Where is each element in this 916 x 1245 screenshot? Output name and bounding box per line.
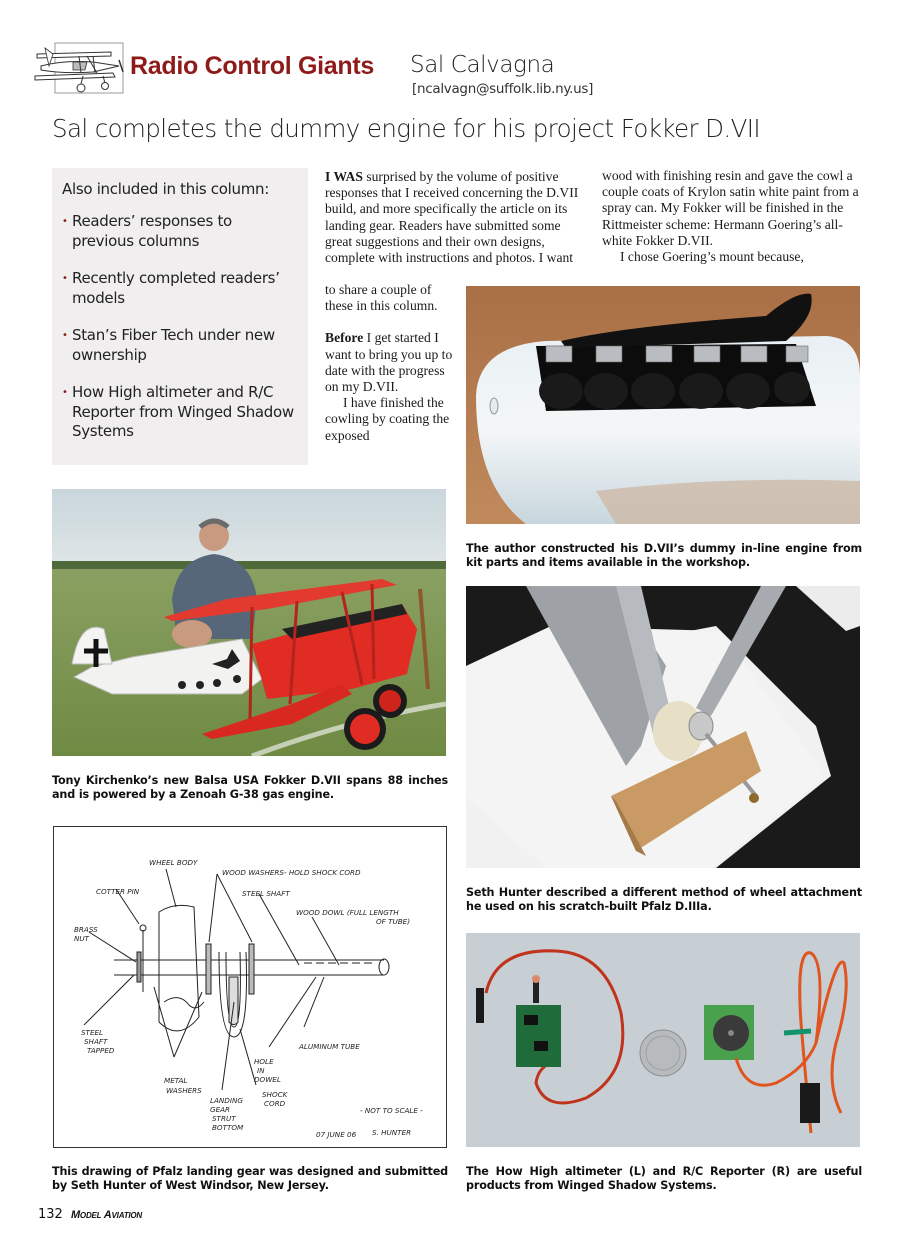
article-column-1-narrow: [325, 282, 457, 444]
photo-wheel-attachment: [466, 586, 860, 868]
label-hole-in-dowel: HOLE: [254, 1057, 274, 1066]
caption-drawing: This drawing of Pfalz landing gear was designed and submitted by Seth Hunter of West Windsor, New Jersey.: [52, 1165, 448, 1192]
caption-engine: The author constructed his D.VII’s dummy in-line engine from kit parts and items available in the workshop.: [466, 542, 862, 569]
label-brass-nut: BRASS: [74, 925, 98, 934]
author-email[interactable]: [ncalvagn@suffolk.lib.ny.us]: [412, 81, 594, 97]
label-steel-shaft-tapped-3: TAPPED: [87, 1046, 115, 1055]
sidebar-item: [62, 212, 298, 251]
sidebar-item: [62, 326, 298, 365]
label-wheel-body: WHEEL BODY: [149, 858, 198, 867]
label-metal-washers-2: WASHERS: [166, 1086, 202, 1095]
sidebar-title: Also included in this column:: [62, 180, 269, 198]
sidebar-item-label: Stan’s Fiber Tech under new ownership: [72, 326, 275, 364]
paragraph-text: surprised by the volume of positive responses that I received concerning the D.VII build, and more specifically the article on its landing gear. Readers have submitted some great suggestions and their own designs, complete with instructions and photos. I want: [325, 169, 579, 266]
bullet-icon: •: [62, 273, 68, 284]
biplane-logo-icon: [33, 40, 129, 96]
label-hole-in-dowel-2: IN: [257, 1066, 265, 1075]
sidebar-item-label: How High altimeter and R/C Reporter from Winged Shadow Systems: [72, 383, 294, 440]
photo-altimeter-reporter: [466, 933, 860, 1147]
label-landing-gear-strut-2: GEAR: [210, 1105, 231, 1114]
page-footer: [38, 1207, 142, 1222]
bullet-icon: •: [62, 216, 68, 227]
label-wood-dowel-2: OF TUBE): [376, 917, 411, 926]
column-name: Radio Control Giants: [130, 52, 375, 80]
label-landing-gear-strut-4: BOTTOM: [212, 1123, 244, 1132]
label-wood-dowel: WOOD DOWL (FULL LENGTH: [296, 908, 399, 917]
caption-plane: Tony Kirchenko’s new Balsa USA Fokker D.VII spans 88 inches and is powered by a Zenoah G-38 gas engine.: [52, 774, 448, 801]
sidebar-item: [62, 383, 298, 442]
sidebar-list: [62, 212, 298, 442]
sidebar-item: [62, 269, 298, 308]
sidebar-item-label: Readers’ responses to previous columns: [72, 212, 232, 250]
label-hole-in-dowel-3: DOWEL: [254, 1075, 281, 1084]
article-column-1-wide: [325, 169, 587, 266]
photo-dummy-engine: [466, 286, 860, 524]
label-metal-washers: METAL: [164, 1076, 188, 1085]
label-landing-gear-strut-3: STRUT: [212, 1114, 236, 1123]
label-cotter-pin: COTTER PIN: [96, 887, 140, 896]
paragraph: I have finished the cowling by coating the exposed: [325, 395, 450, 443]
label-date: 07 JUNE 06: [316, 1130, 357, 1139]
label-steel-shaft-tapped-2: SHAFT: [84, 1037, 108, 1046]
article-column-2: [602, 168, 872, 265]
lead-in: I WAS: [325, 169, 363, 184]
author-name: Sal Calvagna: [410, 52, 555, 78]
caption-wheel: Seth Hunter described a different method of wheel attachment he used on his scratch-built Pfalz D.IIIa.: [466, 886, 862, 913]
paragraph: [325, 169, 587, 266]
label-shock-cord-2: CORD: [264, 1099, 286, 1108]
page-number: 132: [38, 1207, 63, 1222]
sidebar-item-label: Recently completed readers’ models: [72, 269, 280, 307]
paragraph: I chose Goering’s mount because,: [620, 249, 804, 265]
caption-altimeter: The How High altimeter (L) and R/C Reporter (R) are useful products from Winged Shadow Systems.: [466, 1165, 862, 1192]
bullet-icon: •: [62, 387, 68, 398]
article-headline: Sal completes the dummy engine for his project Fokker D.VII: [52, 114, 761, 143]
paragraph: [325, 330, 457, 395]
label-aluminum-tube: ALUMINUM TUBE: [299, 1042, 360, 1051]
label-wood-washers: WOOD WASHERS- HOLD SHOCK CORD: [222, 868, 361, 877]
label-not-to-scale: - NOT TO SCALE -: [360, 1106, 423, 1115]
publication-name: Model Aviation: [70, 1209, 142, 1221]
lead-in: Before: [325, 330, 364, 346]
label-steel-shaft-tapped: STEEL: [81, 1028, 104, 1037]
sidebar-box: [52, 168, 308, 465]
label-brass-nut-2: NUT: [74, 934, 90, 943]
paragraph-text: I get started I want to bring you up to date with the progress on my D.VII.: [325, 330, 453, 395]
label-landing-gear-strut: LANDING: [210, 1096, 243, 1105]
landing-gear-drawing: [53, 826, 447, 1148]
label-steel-shaft: STEEL SHAFT: [242, 889, 290, 898]
paragraph: to share a couple of these in this column.: [325, 282, 438, 314]
photo-fokker-model: [52, 489, 446, 756]
label-signature: S. HUNTER: [372, 1128, 412, 1137]
label-shock-cord: SHOCK: [262, 1090, 288, 1099]
paragraph: wood with finishing resin and gave the cowl a couple coats of Krylon satin white paint from a spray can. My Fokker will be finished in the Rittmeister scheme: Hermann Goering’s all-white Fokker D.VII.: [602, 168, 859, 248]
bullet-icon: •: [62, 330, 68, 341]
